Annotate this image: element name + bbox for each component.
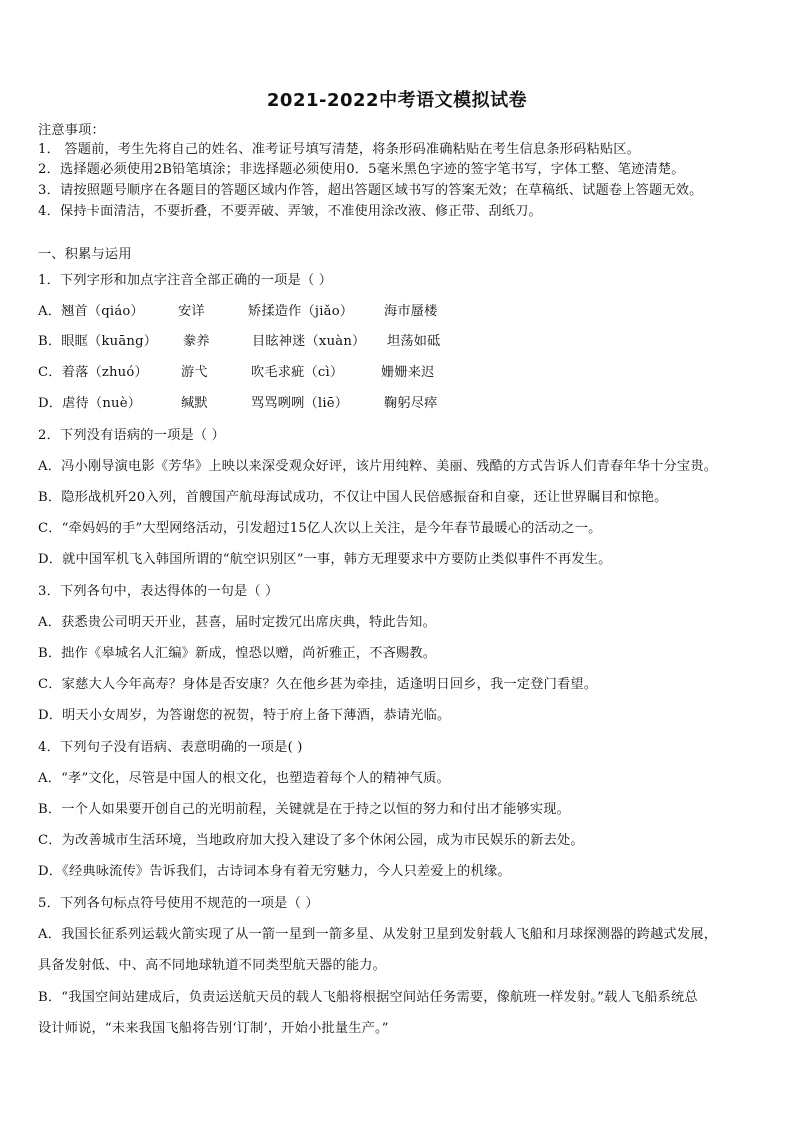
question-3-stem: 3．下列各句中，表达得体的一句是（ ）: [38, 584, 279, 599]
note-item-3: 3．请按照题号顺序在各题目的答题区域内作答，超出答题区域书写的答案无效；在草稿纸、试题卷上答题无效。: [38, 183, 703, 198]
option-b-word-1: B．眼眶（kuāng）: [38, 334, 158, 349]
exam-title: 2021-2022中考语文模拟试卷: [266, 90, 528, 111]
option-a-word-3: 矫揉造作（jiǎo）: [248, 304, 354, 319]
question-2-option-c: C．“牵妈妈的手”大型网络活动，引发超过15亿人次以上关注，是今年春节最暖心的活动之一。: [38, 521, 602, 536]
note-item-4: 4．保持卡面清洁，不要折叠，不要弄破、弄皱，不准使用涂改液、修正带、刮纸刀。: [38, 204, 542, 219]
note-item-2: 2．选择题必须使用2B铅笔填涂；非选择题必须使用0．5毫米黑色字迹的签字笔书写，字体工整、笔迹清楚。: [38, 162, 685, 177]
question-4-option-b: B．一个人如果要开创自己的光明前程，关键就是在于持之以恒的努力和付出才能够实现。: [38, 802, 570, 817]
question-2-option-d: D．就中国军机飞入韩国所谓的“航空识别区”一事，韩方无理要求中方要防止类似事件不再发生。: [38, 552, 612, 567]
option-d-word-3: 骂骂咧咧（liē）: [251, 396, 349, 411]
question-2-option-a: A．冯小刚导演电影《芳华》上映以来深受观众好评，该片用纯粹、美丽、残酷的方式告诉人们青春年华十分宝贵。: [38, 459, 718, 474]
option-c-word-1: C．着落（zhuó）: [38, 365, 148, 380]
question-5-option-a-line-2: 具备发射低、中、高不同地球轨道不同类型航天器的能力。: [38, 958, 387, 973]
section-heading: 一、积累与运用: [38, 247, 132, 262]
question-1-stem: 1．下列字形和加点字注音全部正确的一项是（ ）: [38, 273, 333, 288]
option-d-word-4: 鞠躬尽瘁: [384, 396, 438, 411]
question-3-option-c: C．家慈大人今年高寿？身体是否安康？久在他乡甚为牵挂，适逢明日回乡，我一定登门看望。: [38, 677, 598, 692]
question-4-option-c: C．为改善城市生活环境，当地政府加大投入建设了多个休闲公园，成为市民娱乐的新去处。: [38, 833, 584, 848]
question-2-stem: 2．下列没有语病的一项是（ ）: [38, 428, 226, 443]
question-3-option-b: B．拙作《皋城名人汇编》新成，惶恐以赠，尚祈雅正，不吝赐教。: [38, 646, 437, 661]
question-3-option-d: D．明天小女周岁，为答谢您的祝贺，特于府上备下薄酒，恭请光临。: [38, 708, 451, 723]
option-a-word-2: 安详: [178, 304, 205, 319]
question-5-option-b-line-2: 设计师说，“未来我国飞船将告别‘订制’，开始小批量生产。”: [38, 1021, 389, 1036]
question-4-option-a: A．“孝”文化，尽管是中国人的根文化，也塑造着每个人的精神气质。: [38, 771, 450, 786]
option-b-word-4: 坦荡如砥: [387, 334, 441, 349]
option-d-word-2: 缄默: [181, 396, 208, 411]
option-b-word-2: 豢养: [183, 334, 210, 349]
option-a-word-4: 海市蜃楼: [384, 304, 438, 319]
question-3-option-a: A．获悉贵公司明天开业，甚喜，届时定拨冗出席庆典，特此告知。: [38, 615, 436, 630]
option-a-word-1: A．翘首（qiáo）: [38, 304, 144, 319]
question-4-option-d: D．《经典咏流传》告诉我们，古诗词本身有着无穷魅力，今人只差爱上的机缘。: [38, 864, 511, 879]
notes-heading: 注意事项：: [38, 123, 105, 138]
option-c-word-2: 游弋: [181, 365, 208, 380]
question-4-stem: 4．下列句子没有语病、表意明确的一项是( ): [38, 740, 303, 755]
question-5-stem: 5．下列各句标点符号使用不规范的一项是（ ）: [38, 896, 319, 911]
question-5-option-a-line-1: A．我国长征系列运载火箭实现了从一箭一星到一箭多星、从发射卫星到发射载人飞船和月球探测器的跨越式发展，: [38, 927, 718, 942]
option-b-word-3: 目眩神迷（xuàn）: [252, 334, 366, 349]
option-d-word-1: D．虐待（nuè）: [38, 396, 142, 411]
question-2-option-b: B．隐形战机歼20入列，首艘国产航母海试成功，不仅让中国人民倍感振奋和自豪，还让世界瞩目和惊艳。: [38, 490, 668, 505]
note-item-1: 1． 答题前，考生先将自己的姓名、准考证号填写清楚，将条形码准确粘贴在考生信息条形码粘贴区。: [38, 142, 641, 157]
option-c-word-4: 姗姗来迟: [381, 365, 435, 380]
question-5-option-b-line-1: B．“我国空间站建成后，负责运送航天员的载人飞船将根据空间站任务需要，像航班一样发射。”载人飞船系统总: [38, 990, 698, 1005]
option-c-word-3: 吹毛求疵（cì）: [251, 365, 344, 380]
